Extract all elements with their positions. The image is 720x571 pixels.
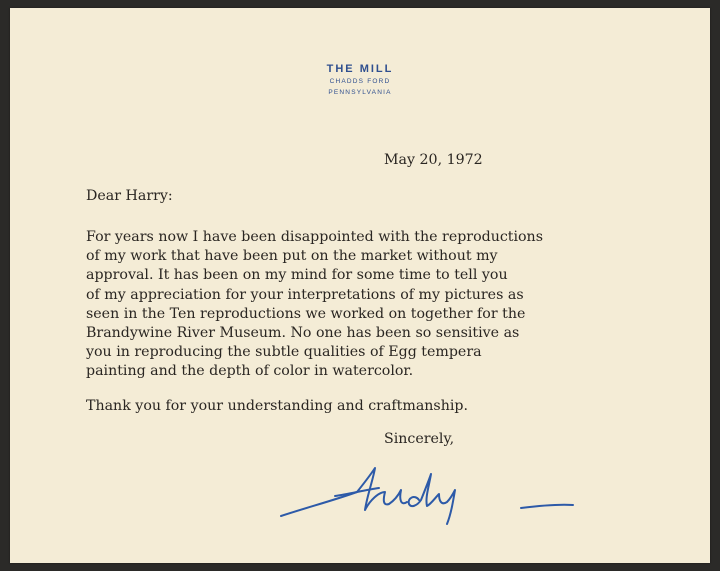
letterhead-town: CHADDS FORD [329,78,391,85]
letter-page [10,8,710,563]
body-line: painting and the depth of color in watercolor. [86,363,414,380]
letterhead-state: PENNSYLVANIA [328,89,392,96]
body-line: seen in the Ten reproductions we worked on together for the [86,305,526,322]
body-line: you in reproducing the subtle qualities of Egg tempera [86,344,482,361]
body-line: of my work that have been put on the market without my [86,248,498,265]
body-paragraph [86,228,543,382]
body-line: Brandywine River Museum. No one has been so sensitive as [86,325,520,342]
letter-date: May 20, 1972 [384,152,483,168]
closing-paragraph: Thank you for your understanding and craftmanship. [86,398,468,414]
letterhead-title: THE MILL [326,63,394,75]
body-line: approval. It has been on my mind for some time to tell you [86,267,508,284]
salutation: Dear Harry: [86,188,173,204]
body-line: For years now I have been disappointed with the reproductions [86,229,543,245]
signature [275,460,575,530]
letterhead [280,63,440,97]
closing: Sincerely, [384,431,455,447]
body-line: of my appreciation for your interpretations of my pictures as [86,286,524,303]
